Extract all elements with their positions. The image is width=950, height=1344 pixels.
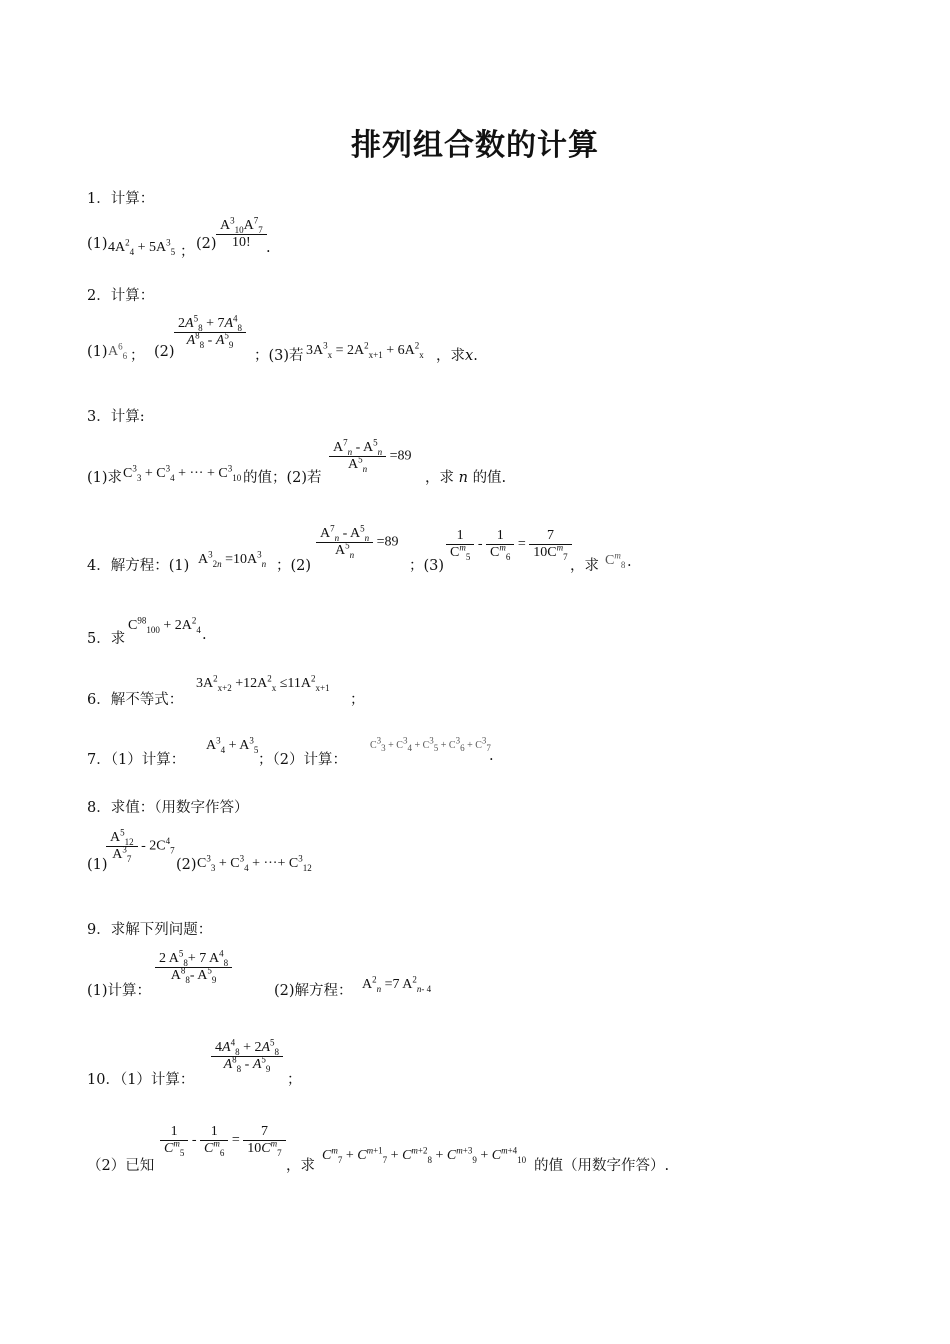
q9-expr1: $\frac{2 A^5_8+ 7 A^4_8}{A^8_8- A^5_9}$ <box>155 951 232 984</box>
q2-expr3: $3A^3_x = 2A^2_{x+1} + 6A^2_x$ <box>306 340 424 360</box>
q10-tail: ，求 <box>286 1158 315 1174</box>
q6-end: ； <box>350 692 365 708</box>
q1-part2-label: (2) <box>196 236 217 252</box>
q8-expr1: $\frac{A^5_{12}}{A^3_7}$ - $2C^4_7$ <box>106 830 175 863</box>
q2-sep1: ； <box>130 348 145 364</box>
q10-part2-label: （2）已知 <box>87 1158 155 1174</box>
q1-sep: ； <box>180 244 195 260</box>
q5-heading: 5．求 <box>87 631 126 647</box>
q4-expr2: $\frac{A^7_n - A^5_n}{A^5_n}$ =89 <box>316 526 399 559</box>
q9-expr2: $A^2_n =7$ $A^2_{n- 4}$ <box>362 974 432 994</box>
q2-heading: 2．计算： <box>87 288 155 304</box>
q4-expr3: $\frac{1}{C^m_5}$ - $\frac{1}{C^m_6}$ = $\frac{7}{10C^m_7}$ <box>446 528 572 561</box>
q4-heading: 4．解方程：(1) <box>87 558 190 574</box>
q4-sep2: ；(3) <box>409 558 445 574</box>
q4-sep1: ；(2) <box>276 558 312 574</box>
q2-expr2: $\frac{2A^5_8 + 7A^4_8}{A^8_8 - A^5_9}$ <box>174 316 246 349</box>
q7-expr1: $A^3_4 + A^3_5$ <box>206 735 259 755</box>
q5-end: . <box>202 627 207 643</box>
q9-heading: 9．求解下列问题： <box>87 922 213 938</box>
q6-heading: 6．解不等式： <box>87 692 184 708</box>
q1-part1-label: (1) <box>87 236 108 252</box>
q3-mid: 的值；(2)若 <box>243 470 322 486</box>
q1-heading: 1．计算： <box>87 191 155 207</box>
q10-end1: ； <box>287 1072 302 1088</box>
q4-expr1: $A^3_{2n} =10A^3_n$ <box>198 549 267 569</box>
q3-part1-label: (1)求 <box>87 470 123 486</box>
q8-part2-label: (2) <box>176 857 197 873</box>
q10-expr3: $C^m_7 + C^{m+1}_7 + C^{m+2}_8 + C^{m+3}_9 + C^{m+4}_{10}$ <box>322 1145 527 1165</box>
q10-expr2: $\frac{1}{C^m_5}$ - $\frac{1}{C^m_6}$ = $\frac{7}{10C^m_7}$ <box>160 1124 286 1157</box>
q8-part1-label: (1) <box>87 857 108 873</box>
q3-tail: ，求 n 的值. <box>425 470 507 486</box>
q4-end: . <box>627 554 632 570</box>
q7-end: . <box>489 748 494 764</box>
page-title: 排列组合数的计算 <box>351 128 599 163</box>
q3-heading: 3．计算: <box>87 409 145 425</box>
q7-expr2: $C^3_3 + C^3_4 + C^3_5 + C^3_6 + C^3_7$ <box>370 735 491 753</box>
q2-tail: ，求x. <box>436 348 478 364</box>
q9-part1-label: (1)计算： <box>87 983 152 999</box>
q5-expr: $C^{98}_{100} + 2A^2_4$ <box>128 615 201 635</box>
q1-expr1: $4A^2_4 + 5A^3_5$ <box>108 237 176 257</box>
q2-part1-label: (1) <box>87 344 108 360</box>
q8-heading: 8．求值：（用数字作答） <box>87 800 249 816</box>
q10-heading: 10．（1）计算： <box>87 1072 195 1088</box>
q4-tail: ，求 <box>570 558 599 574</box>
q6-expr: $3A^2_{x+2} +12A^2_x \le 11A^2_{x+1}$ <box>196 673 330 693</box>
q3-expr2: $\frac{A^7_n - A^5_n}{A^5_n}$ =89 <box>329 440 412 473</box>
q9-part2-label: (2)解方程： <box>274 983 353 999</box>
q2-expr1: $A^6_6$ <box>108 341 128 361</box>
q4-expr4: $C^m_8$ <box>605 550 626 570</box>
q7-heading: 7．（1）计算： <box>87 752 186 768</box>
q3-expr1: $C^3_3 + C^3_4$ + ··· + $C^3_{10}$ <box>123 463 242 483</box>
q7-sep: ；（2）计算： <box>258 752 347 768</box>
q2-part2-label: (2) <box>154 344 175 360</box>
q1-expr2: $\frac{A^3_{10}A^7_7}{10!}$ <box>216 218 267 251</box>
q8-expr2: $C^3_3 + C^3_4$ + ···+ $C^3_{12}$ <box>197 853 312 873</box>
q2-sep2: ；(3)若 <box>254 348 304 364</box>
q10-end2: 的值（用数字作答）. <box>534 1158 670 1174</box>
q1-end: . <box>266 240 271 256</box>
q10-expr1: $\frac{4A^4_8 + 2A^5_8}{A^8_8 - A^5_9}$ <box>211 1040 283 1073</box>
